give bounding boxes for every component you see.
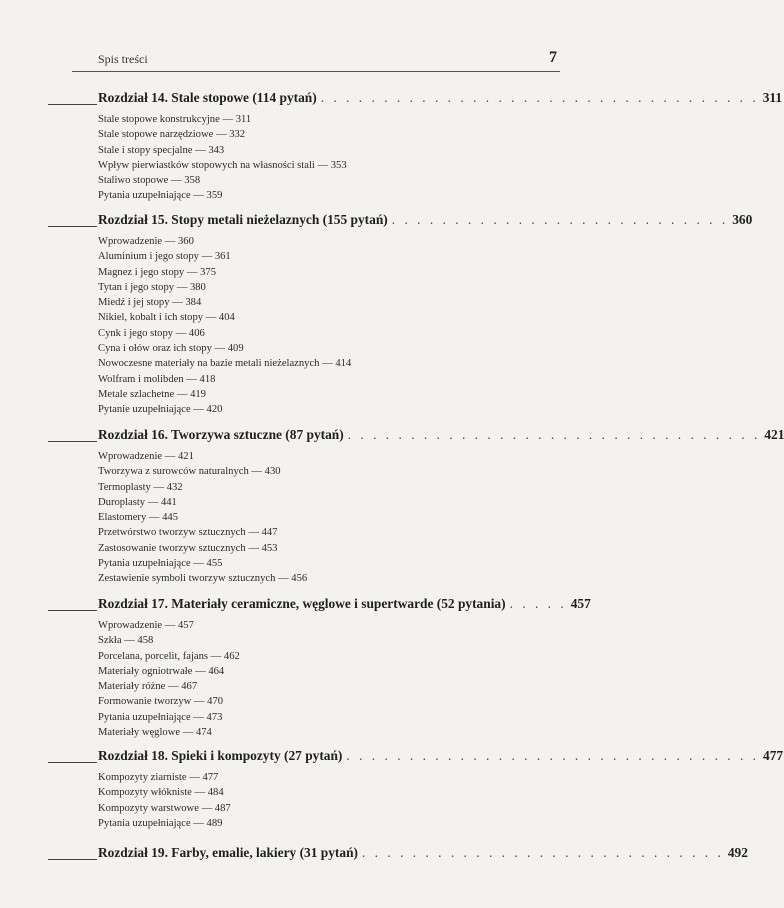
section-item: Wolfram i molibden — 418 bbox=[98, 373, 216, 385]
section-list bbox=[98, 618, 240, 740]
chapter-page: 421 bbox=[764, 427, 784, 442]
section-item: Metale szlachetne — 419 bbox=[98, 388, 206, 400]
section-item: Tworzywa z surowców naturalnych — 430 bbox=[98, 466, 281, 478]
chapter-page: 492 bbox=[727, 845, 748, 860]
section-item: Wpływ pierwiastków stopowych na własności stali — 353 bbox=[98, 159, 347, 171]
chapter-title: Rozdział 18. Spieki i kompozyty (27 pytań) bbox=[98, 748, 343, 763]
page-number: 7 bbox=[549, 49, 557, 66]
section-item: Materiały różne — 467 bbox=[98, 681, 198, 693]
section-item: Szkła — 458 bbox=[98, 635, 154, 647]
chapter-title: Rozdział 14. Stale stopowe (114 pytań) bbox=[98, 90, 317, 105]
chapter-rule bbox=[48, 859, 97, 860]
section-item: Kompozyty włókniste — 484 bbox=[98, 787, 224, 799]
section-item: Pytanie uzupełniające — 420 bbox=[98, 404, 223, 416]
section-item: Duroplasty — 441 bbox=[98, 496, 177, 508]
chapter-heading bbox=[98, 596, 591, 612]
section-item: Miedź i jej stopy — 384 bbox=[98, 297, 202, 309]
section-item: Tytan i jego stopy — 380 bbox=[98, 281, 206, 293]
section-item: Magnez i jego stopy — 375 bbox=[98, 266, 216, 278]
section-list bbox=[98, 449, 307, 587]
section-item: Porcelana, porcelit, fajans — 462 bbox=[98, 650, 240, 662]
chapter-title: Rozdział 17. Materiały ceramiczne, węglowe i supertwarde (52 pytania) bbox=[98, 596, 506, 611]
section-item: Aluminium i jego stopy — 361 bbox=[98, 251, 231, 263]
section-item: Stale i stopy specjalne — 343 bbox=[98, 144, 225, 156]
leader-dots: . . . . . . . . . . . . . . . . . . . . . . . . . . . bbox=[391, 212, 729, 227]
section-item: Zestawienie symboli tworzyw sztucznych — 456 bbox=[98, 573, 308, 585]
section-item: Pytania uzupełniające — 359 bbox=[98, 190, 223, 202]
section-list bbox=[98, 770, 231, 831]
leader-dots: . . . . . . . . . . . . . . . . . . . . . . . . . . . . . . . . . bbox=[347, 427, 761, 442]
section-item: Stale stopowe konstrukcyjne — 311 bbox=[98, 114, 252, 125]
section-item: Staliwo stopowe — 358 bbox=[98, 175, 201, 187]
leader-dots: . . . . . . . . . . . . . . . . . . . . . . . . . . . . . . . . . bbox=[346, 748, 760, 763]
header-rule bbox=[72, 71, 560, 72]
chapter-heading bbox=[98, 90, 783, 106]
section-list bbox=[98, 234, 351, 418]
section-item: Przetwórstwo tworzyw sztucznych — 447 bbox=[98, 527, 278, 539]
section-item: Nikiel, kobalt i ich stopy — 404 bbox=[98, 312, 235, 324]
section-item: Materiały węglowe — 474 bbox=[98, 727, 212, 739]
chapter-page: 457 bbox=[570, 596, 591, 611]
leader-dots: . . . . . . . . . . . . . . . . . . . . . . . . . . . . . bbox=[361, 845, 724, 860]
section-item: Kompozyty ziarniste — 477 bbox=[98, 772, 219, 783]
section-item: Nowoczesne materiały na bazie metali nieżelaznych — 414 bbox=[98, 358, 352, 370]
chapter-rule bbox=[48, 441, 97, 442]
leader-dots: . . . . . . . . . . . . . . . . . . . . . . . . . . . . . . . . . . . bbox=[320, 90, 759, 105]
chapter-rule bbox=[48, 610, 97, 611]
chapter-heading bbox=[98, 427, 784, 443]
section-item: Zastosowanie tworzyw sztucznych — 453 bbox=[98, 542, 278, 554]
section-item: Pytania uzupełniające — 489 bbox=[98, 817, 223, 829]
chapter-rule bbox=[48, 762, 97, 763]
chapter-rule bbox=[48, 226, 97, 227]
section-item: Stale stopowe narzędziowe — 332 bbox=[98, 129, 246, 141]
section-item: Wprowadzenie — 421 bbox=[98, 451, 194, 462]
chapter-title: Rozdział 19. Farby, emalie, lakiery (31 pytań) bbox=[98, 845, 358, 860]
chapter-heading bbox=[98, 212, 753, 228]
running-header-title: Spis treści bbox=[98, 52, 148, 66]
chapter-title: Rozdział 16. Tworzywa sztuczne (87 pytań) bbox=[98, 427, 344, 442]
section-item: Formowanie tworzyw — 470 bbox=[98, 696, 224, 708]
chapter-page: 360 bbox=[732, 212, 753, 227]
leader-dots: . . . . . bbox=[509, 596, 567, 611]
chapter-title: Rozdział 15. Stopy metali nieżelaznych (155 pytań) bbox=[98, 212, 388, 227]
section-item: Elastomery — 445 bbox=[98, 512, 179, 524]
chapter-heading bbox=[98, 748, 784, 764]
chapter-heading bbox=[98, 845, 748, 861]
section-item: Pytania uzupełniające — 473 bbox=[98, 711, 223, 723]
section-item: Cyna i ołów oraz ich stopy — 409 bbox=[98, 343, 244, 355]
section-item: Termoplasty — 432 bbox=[98, 481, 183, 493]
section-item: Wprowadzenie — 457 bbox=[98, 620, 194, 631]
chapter-rule bbox=[48, 104, 97, 105]
section-item: Materiały ogniotrwałe — 464 bbox=[98, 665, 225, 677]
section-item: Cynk i jego stopy — 406 bbox=[98, 327, 205, 339]
chapter-page: 477 bbox=[763, 748, 784, 763]
section-item: Kompozyty warstwowe — 487 bbox=[98, 802, 231, 814]
section-list bbox=[98, 112, 347, 204]
section-item: Wprowadzenie — 360 bbox=[98, 236, 194, 247]
chapter-page: 311 bbox=[762, 90, 783, 105]
section-item: Pytania uzupełniające — 455 bbox=[98, 558, 223, 570]
